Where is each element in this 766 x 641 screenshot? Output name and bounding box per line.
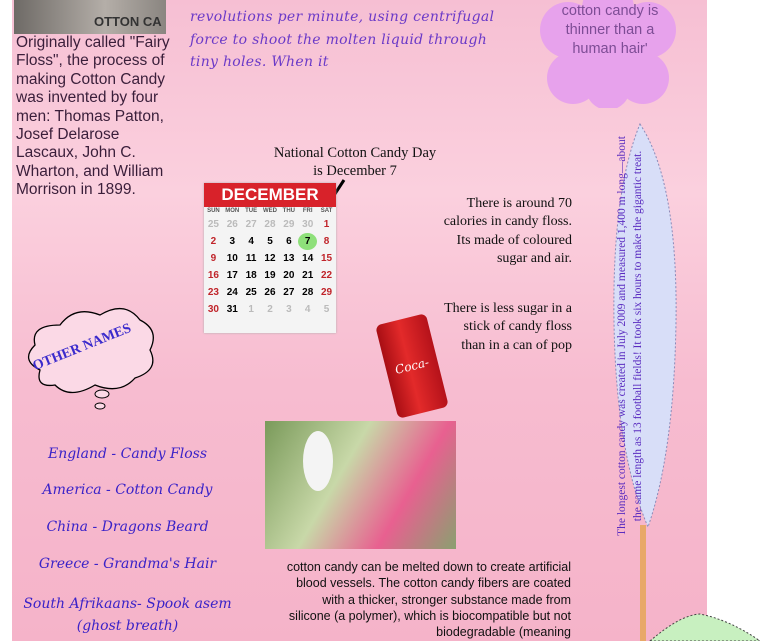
girl-with-cotton-candy-photo (265, 421, 456, 549)
calendar-day: 4 (248, 236, 254, 247)
calendar-day: 11 (245, 253, 257, 264)
calendar-day: 5 (267, 236, 273, 247)
calendar-dow: TUE (245, 208, 258, 214)
name-south-africa: South Afrikaans- Spook asem (ghost breath) (23, 596, 232, 634)
calories-fact: There is around 70 calories in candy floss. Its made of coloured sugar and air. (443, 196, 572, 267)
calendar-day: 25 (207, 219, 219, 230)
calendar-day: 23 (207, 287, 219, 298)
calendar-day: 21 (302, 270, 314, 281)
calendar-month: DECEMBER (204, 183, 336, 207)
national-day-text: National Cotton Candy Day is December 7 (273, 145, 437, 179)
cotton-candy-stick-image (598, 122, 694, 532)
calendar-day: 15 (321, 253, 333, 264)
calendar-day: 16 (207, 270, 219, 281)
calendar-day: 26 (264, 287, 276, 298)
calendar-day: 24 (226, 287, 238, 298)
calendar-dow: MON (225, 208, 240, 214)
calendar-day: 31 (226, 304, 238, 315)
calendar-day: 19 (264, 270, 276, 281)
sugar-fact: There is less sugar in a stick of candy floss than in a can of pop (444, 301, 572, 353)
calendar-day: 17 (226, 270, 238, 281)
calendar-day: 18 (245, 270, 257, 281)
calendar-day: 30 (302, 219, 314, 230)
longest-candy-fact: The longest cotton candy was created in July 2009 and measured 1,400 m long—about the same length as 13 football fields! It took six hours to make the gigantic treat. (616, 136, 644, 536)
green-grass-shape (640, 610, 766, 641)
calendar-day: 28 (264, 219, 276, 230)
photo-sign-text: OTTON CA (94, 14, 162, 29)
calendar-dow: SUN (207, 208, 220, 214)
calendar-day: 25 (245, 287, 257, 298)
can-label: Coca-Cola (393, 355, 431, 377)
name-greece: Greece - Grandma's Hair (38, 556, 217, 572)
flower-fact: cotton candy is thinner than a human hair' (561, 3, 659, 57)
history-text: Originally called "Fairy Floss", the process of making Cotton Candy was invented by four men: Thomas Patton, Josef Delarose Lascaux, John C. Wharton, and William Morrison in 1899. (16, 34, 170, 199)
calendar-day: 26 (226, 219, 238, 230)
calendar-day: 2 (210, 236, 217, 247)
calendar-day: 9 (210, 253, 217, 264)
calendar-day: 10 (226, 253, 238, 264)
calendar-day: 4 (304, 304, 311, 315)
name-china: China - Dragons Beard (46, 519, 209, 535)
calendar-day: 8 (323, 236, 330, 247)
calendar-day: 5 (323, 304, 330, 315)
calendar-day: 14 (302, 253, 314, 264)
calendar-day: 30 (207, 304, 219, 315)
calendar-dow: SAT (320, 208, 333, 214)
name-england: England - Candy Floss (47, 446, 208, 462)
calendar-day: 27 (283, 287, 295, 298)
calendar-day: 29 (321, 287, 333, 298)
calendar (204, 183, 336, 333)
calendar-day: 13 (283, 253, 295, 264)
calendar-dow: THU (282, 208, 296, 214)
calendar-day: 1 (248, 304, 254, 315)
calendar-day: 28 (302, 287, 314, 298)
calendar-day: 2 (267, 304, 273, 315)
calendar-day: 7 (298, 233, 317, 250)
process-text: revolutions per minute, using centrifugal force to shoot the molten liquid through tiny holes. When it (190, 9, 495, 70)
calendar-day: 6 (286, 236, 292, 247)
calendar-day: 20 (283, 270, 295, 281)
calendar-day: 3 (229, 236, 236, 247)
calendar-day: 27 (245, 219, 257, 230)
calendar-day: 1 (323, 219, 330, 230)
blood-vessels-fact: cotton candy can be melted down to create artificial blood vessels. The cotton candy fibers are coated with a thicker, stronger substance made from silicone (a polymer), which is biocompatible but not biodegradable (meaning (286, 560, 571, 640)
historic-photo (14, 0, 166, 34)
calendar-day: 22 (321, 270, 333, 281)
calendar-day: 12 (264, 253, 276, 264)
calendar-dow: FRI (302, 208, 313, 214)
calendar-day: 3 (286, 304, 292, 315)
other-names-title: OTHER NAMES (30, 320, 134, 375)
calendar-day: 29 (283, 219, 295, 230)
calendar-dow: WED (262, 208, 277, 214)
calendar-grid (204, 207, 336, 318)
name-america: America - Cotton Candy (42, 482, 213, 498)
